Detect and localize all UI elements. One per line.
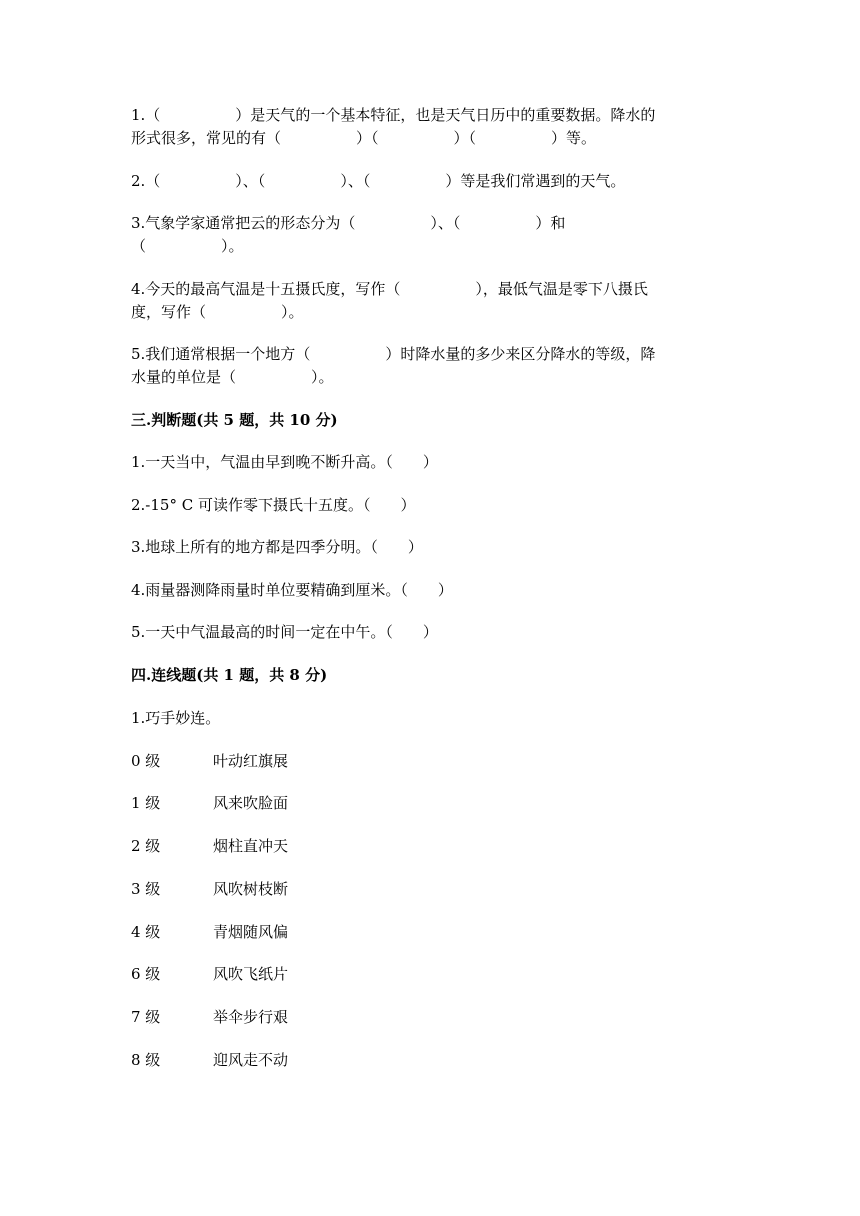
fill-blank-q1-line1: 1.（ ）是天气的一个基本特征，也是天气日历中的重要数据。降水的	[131, 106, 656, 124]
wind-desc-6: 风吹飞纸片	[213, 965, 289, 983]
wind-level-1: 1 级	[131, 794, 161, 812]
wind-level-0: 0 级	[131, 752, 161, 770]
wind-desc-2: 烟柱直冲天	[213, 837, 289, 855]
fill-blank-q4-line2: 度，写作（ ）。	[131, 303, 304, 321]
wind-desc-1: 风来吹脸面	[213, 794, 289, 812]
wind-level-3: 3 级	[131, 880, 161, 898]
judge-item-2: 2.-15° C 可读作零下摄氏十五度。（ ）	[131, 496, 416, 514]
fill-blank-q3-line2: （ ）。	[131, 237, 244, 255]
judge-item-4: 4.雨量器测降雨量时单位要精确到厘米。（ ）	[131, 581, 453, 599]
wind-level-2: 2 级	[131, 837, 161, 855]
section4-title: 四.连线题(共 1 题，共 8 分)	[131, 666, 328, 684]
wind-desc-3: 风吹树枝断	[213, 880, 289, 898]
fill-blank-q5-line2: 水量的单位是（ ）。	[131, 368, 334, 386]
wind-desc-8: 迎风走不动	[213, 1051, 289, 1069]
wind-level-8: 8 级	[131, 1051, 161, 1069]
judge-item-1: 1.一天当中，气温由早到晚不断升高。（ ）	[131, 453, 438, 471]
judge-item-3: 3.地球上所有的地方都是四季分明。（ ）	[131, 538, 423, 556]
wind-desc-4: 青烟随风偏	[213, 923, 289, 941]
wind-desc-7: 举伞步行艰	[213, 1008, 289, 1026]
section3-title: 三.判断题(共 5 题，共 10 分)	[131, 411, 338, 429]
wind-level-6: 6 级	[131, 965, 161, 983]
matching-question: 1.巧手妙连。	[131, 709, 221, 727]
fill-blank-q4-line1: 4.今天的最高气温是十五摄氏度，写作（ ），最低气温是零下八摄氏	[131, 280, 648, 298]
judge-item-5: 5.一天中气温最高的时间一定在中午。（ ）	[131, 623, 438, 641]
wind-level-4: 4 级	[131, 923, 161, 941]
fill-blank-q3-line1: 3.气象学家通常把云的形态分为（ ）、（ ）和	[131, 214, 566, 232]
wind-level-7: 7 级	[131, 1008, 161, 1026]
fill-blank-q1-line2: 形式很多，常见的有（ ）（ ）（ ）等。	[131, 129, 597, 147]
fill-blank-q2-line1: 2.（ ）、（ ）、（ ）等是我们常遇到的天气。	[131, 172, 626, 190]
fill-blank-q5-line1: 5.我们通常根据一个地方（ ）时降水量的多少来区分降水的等级，降	[131, 345, 656, 363]
wind-desc-0: 叶动红旗展	[213, 752, 289, 770]
